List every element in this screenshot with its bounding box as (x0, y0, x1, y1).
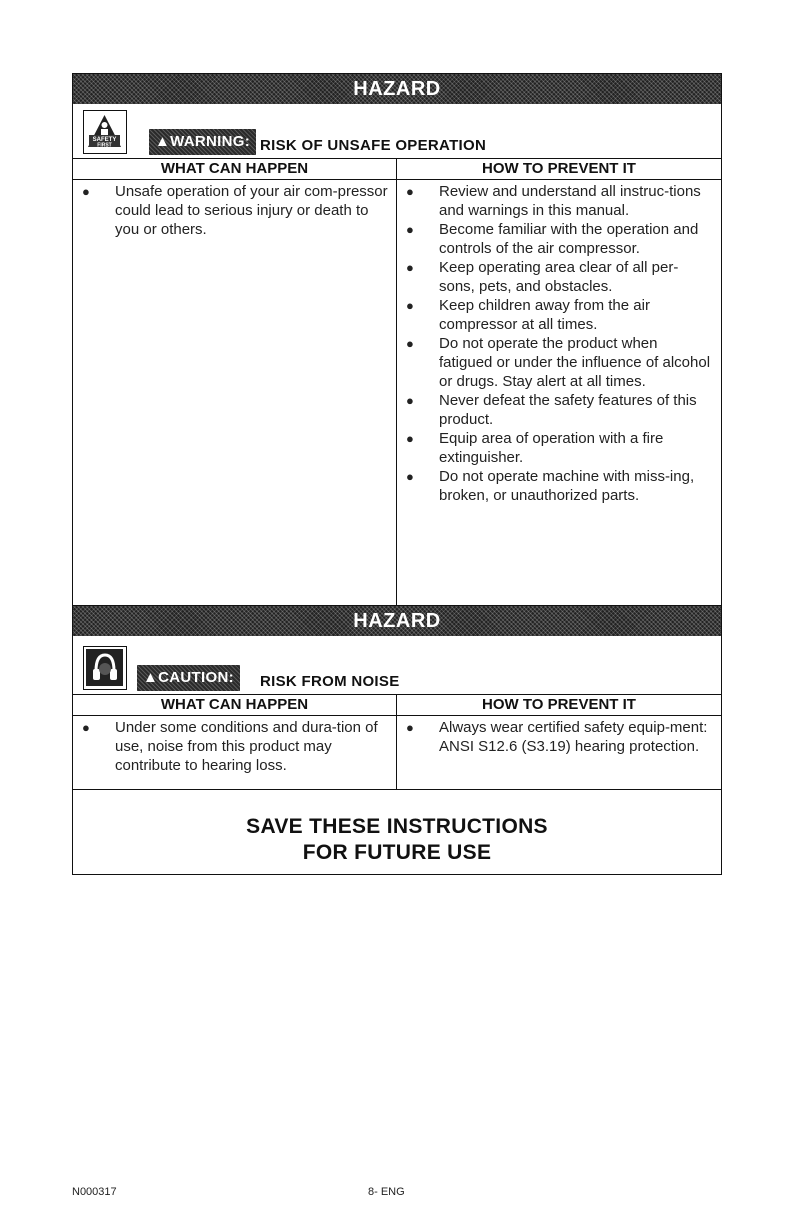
what-list (73, 180, 396, 245)
list-item: ● Do not operate machine with miss-ing, broken, or unauthorized parts. (406, 468, 695, 504)
how-to-prevent-column (397, 695, 721, 789)
bullet-icon: ● (406, 393, 414, 408)
bullet-icon: ● (82, 184, 90, 199)
bullet-icon: ● (406, 222, 414, 237)
warning-triangle-icon: ▲ (155, 133, 171, 150)
caution-signal-word: ▲CAUTION: (137, 665, 240, 691)
hearing-protection-icon (83, 646, 127, 690)
risk-header-row (73, 636, 721, 695)
warning-signal-word: ▲WARNING: (149, 129, 256, 155)
how-to-prevent-column (397, 159, 721, 606)
how-to-prevent-header: HOW TO PREVENT IT (397, 159, 721, 180)
bullet-icon: ● (406, 184, 414, 199)
hazard-banner: HAZARD (73, 74, 721, 104)
list-item: ● Unsafe operation of your air com-pressor could lead to serious injury or death to you or others. (82, 183, 388, 238)
save-line-2: FOR FUTURE USE (302, 841, 492, 864)
hazard-box-noise (72, 605, 722, 875)
bullet-icon: ● (406, 260, 414, 275)
how-to-prevent-header: HOW TO PREVENT IT (397, 695, 721, 716)
svg-text:SAFETY: SAFETY (92, 137, 117, 143)
document-code: N000317 (72, 1186, 117, 1198)
hazard-columns (73, 695, 721, 789)
bullet-icon: ● (406, 720, 414, 735)
what-list (73, 716, 396, 781)
list-item: ● Become familiar with the operation and controls of the air compressor. (406, 221, 699, 257)
how-list (397, 716, 721, 762)
bullet-icon: ● (406, 431, 414, 446)
list-item: ● Keep children away from the air compressor at all times. (406, 297, 650, 333)
bullet-icon: ● (406, 298, 414, 313)
list-item: ● Do not operate the product when fatigued or under the influence of alcohol or drugs. Stay alert at all times. (406, 335, 711, 390)
save-instructions (73, 789, 721, 875)
svg-text:FIRST: FIRST (97, 142, 112, 149)
list-item: ● Equip area of operation with a fire extinguisher. (406, 430, 664, 466)
warning-triangle-icon: ▲ (143, 669, 159, 686)
what-can-happen-column (73, 159, 397, 606)
what-can-happen-header: WHAT CAN HAPPEN (73, 695, 396, 716)
risk-title: RISK OF UNSAFE OPERATION (260, 137, 487, 154)
hazard-banner: HAZARD (73, 606, 721, 636)
hazard-columns (73, 159, 721, 606)
page-number: 8- ENG (368, 1186, 405, 1198)
list-item: ● Always wear certified safety equip-ment: ANSI S12.6 (S3.19) hearing protection. (406, 719, 708, 755)
risk-header-row (73, 104, 721, 159)
save-line-1: SAVE THESE INSTRUCTIONS (246, 815, 548, 838)
list-item: ● Never defeat the safety features of this product. (406, 392, 697, 428)
what-can-happen-column (73, 695, 397, 789)
list-item: ● Keep operating area clear of all per-sons, pets, and obstacles. (406, 259, 679, 295)
what-can-happen-header: WHAT CAN HAPPEN (73, 159, 396, 180)
bullet-icon: ● (406, 336, 414, 351)
bullet-icon: ● (82, 720, 90, 735)
list-item: ● Under some conditions and dura-tion of use, noise from this product may contribute to hearing loss. (82, 719, 378, 774)
risk-title: RISK FROM NOISE (260, 673, 400, 690)
hazard-box-unsafe-operation (72, 73, 722, 606)
safety-first-icon (83, 110, 127, 154)
bullet-icon: ● (406, 469, 414, 484)
list-item: ● Review and understand all instruc-tions and warnings in this manual. (406, 183, 701, 219)
how-list (397, 180, 721, 511)
